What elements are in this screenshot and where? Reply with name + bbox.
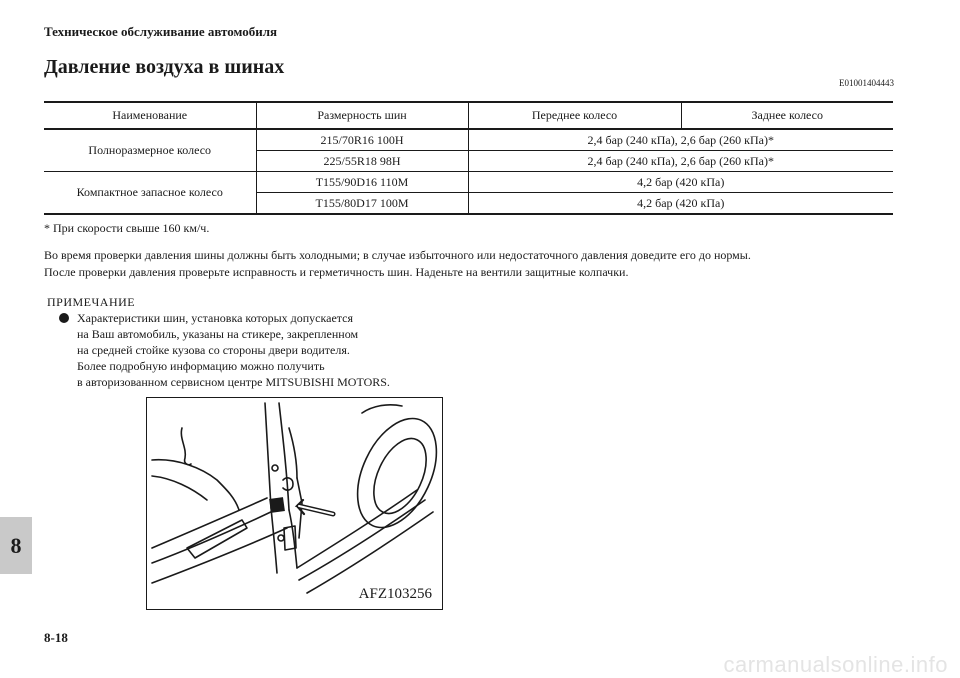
header-size: Размерность шин bbox=[256, 102, 468, 129]
pressure-cell: 2,4 бар (240 кПа), 2,6 бар (260 кПа)* bbox=[468, 151, 893, 172]
note-line: Более подробную информацию можно получить bbox=[77, 359, 325, 373]
bullet-icon bbox=[59, 313, 69, 323]
door-pillar-sticker-illustration bbox=[147, 398, 442, 609]
tire-size-cell: T155/90D16 110M bbox=[256, 172, 468, 193]
door-pillar-figure bbox=[146, 397, 443, 610]
note-title: ПРИМЕЧАНИЕ bbox=[47, 295, 136, 309]
wheel-type-cell: Компактное запасное колесо bbox=[44, 172, 256, 215]
tire-size-cell: 215/70R16 100H bbox=[256, 129, 468, 151]
paragraph-line: Во время проверки давления шины должны быть холодными; в случае избыточного или недостаточного давления доведите его до нормы. bbox=[44, 248, 751, 262]
table-header-row bbox=[44, 102, 893, 129]
watermark: carmanualsonline.info bbox=[723, 652, 948, 677]
pressure-cell: 4,2 бар (420 кПа) bbox=[468, 193, 893, 215]
tire-size-cell: 225/55R18 98H bbox=[256, 151, 468, 172]
table-row bbox=[44, 172, 893, 193]
page-number: 8-18 bbox=[44, 630, 68, 645]
pressure-cell: 2,4 бар (240 кПа), 2,6 бар (260 кПа)* bbox=[468, 129, 893, 151]
header-rear: Заднее колесо bbox=[681, 102, 893, 129]
wheel-type-cell: Полноразмерное колесо bbox=[44, 129, 256, 172]
tire-pressure-table bbox=[44, 101, 893, 215]
note-line: Характеристики шин, установка которых допускается bbox=[77, 311, 354, 325]
document-code: E01001404443 bbox=[839, 78, 894, 88]
paragraph-line: После проверки давления проверьте исправность и герметичность шин. Наденьте на вентили защитные колпачки. bbox=[44, 265, 629, 279]
footnote: * При скорости свыше 160 км/ч. bbox=[44, 221, 210, 235]
note-line: в авторизованном сервисном центре MITSUBISHI MOTORS. bbox=[77, 375, 390, 389]
note-line: на Ваш автомобиль, указаны на стикере, закрепленном bbox=[77, 327, 359, 341]
page-title: Давление воздуха в шинах bbox=[44, 56, 285, 78]
header-front: Переднее колесо bbox=[468, 102, 681, 129]
figure-label: AFZ103256 bbox=[358, 586, 432, 602]
table-row bbox=[44, 129, 893, 151]
instruction-paragraph bbox=[44, 247, 924, 281]
section-header: Техническое обслуживание автомобиля bbox=[44, 24, 278, 39]
tire-size-cell: T155/80D17 100M bbox=[256, 193, 468, 215]
note-line: на средней стойке кузова со стороны двери водителя. bbox=[77, 343, 350, 357]
pressure-cell: 4,2 бар (420 кПа) bbox=[468, 172, 893, 193]
note-body bbox=[57, 310, 390, 390]
chapter-tab: 8 bbox=[0, 517, 32, 574]
header-name: Наименование bbox=[44, 102, 256, 129]
